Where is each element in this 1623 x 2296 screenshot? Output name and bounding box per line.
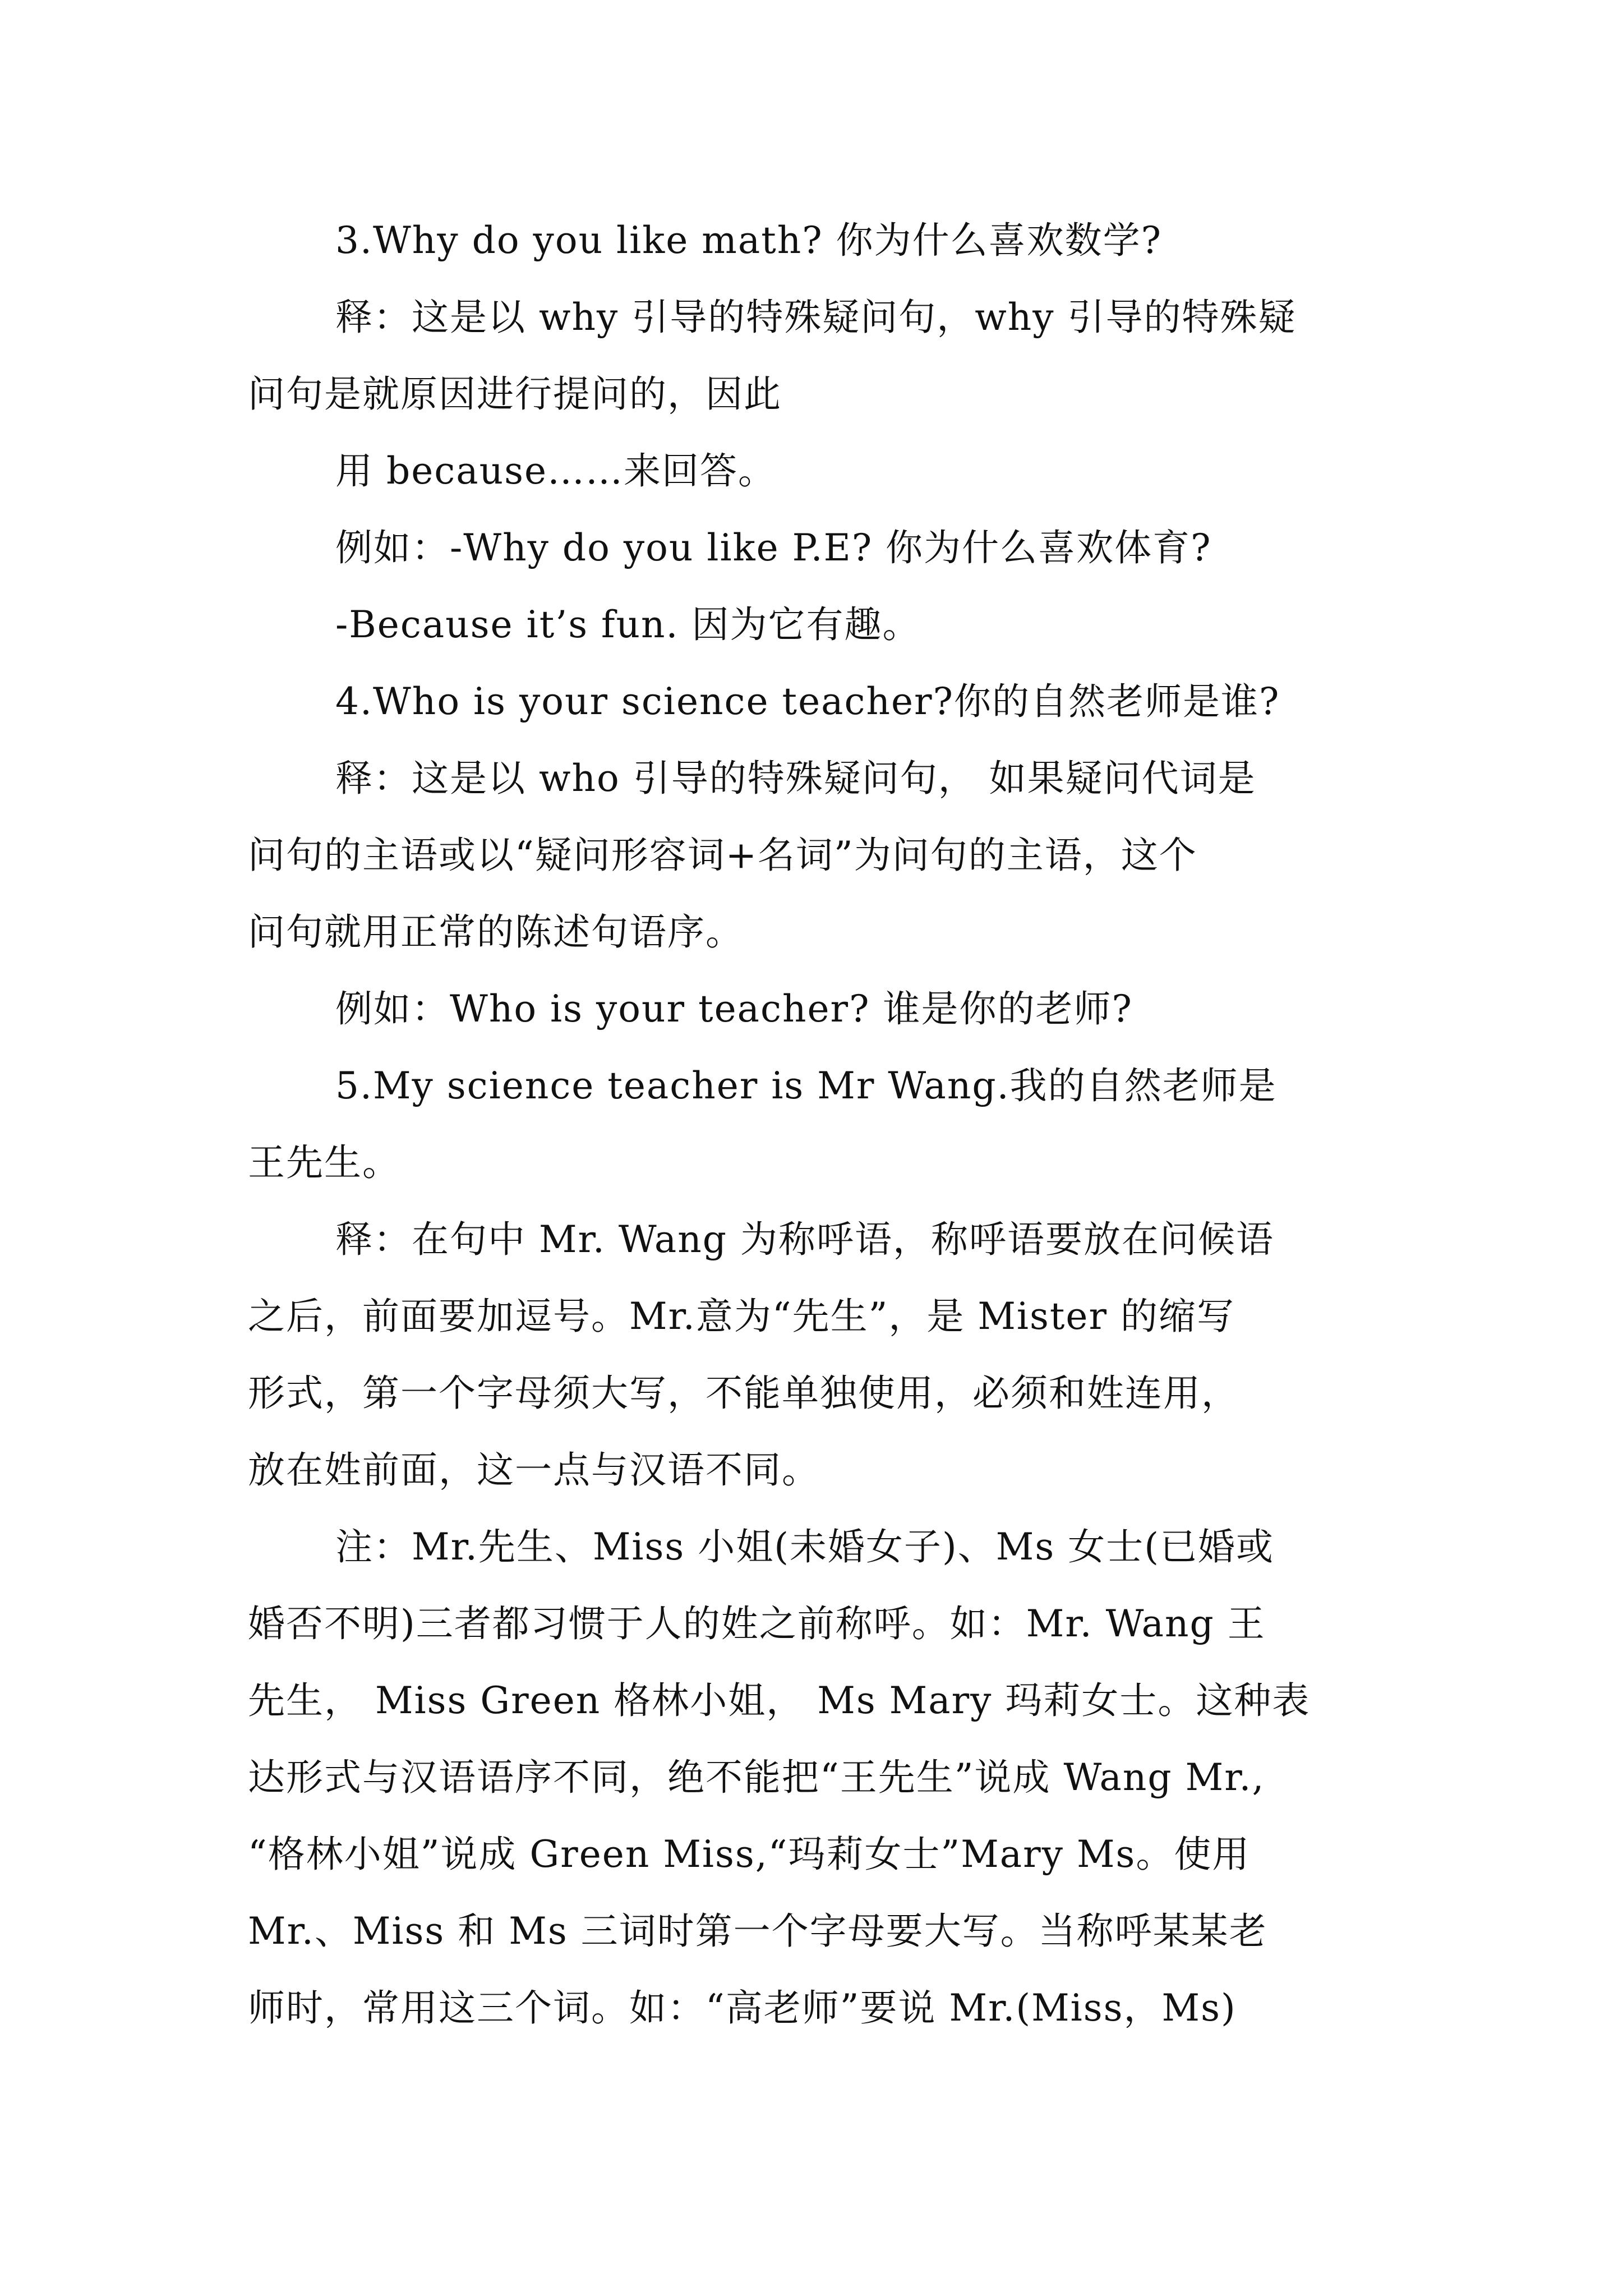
text-line: 先生， Miss Green 格林小姐， Ms Mary 玛莉女士。这种表 <box>248 1679 1311 1722</box>
text-line: “格林小姐”说成 Green Miss,“玛莉女士”Mary Ms。使用 <box>248 1833 1251 1876</box>
text-line: 4.Who is your science teacher?你的自然老师是谁? <box>335 680 1280 723</box>
text-line: -Because it’s fun. 因为它有趣。 <box>335 603 921 646</box>
text-line: 之后，前面要加逗号。Mr.意为“先生”，是 Mister 的缩写 <box>248 1295 1235 1338</box>
text-line: 达形式与汉语语序不同，绝不能把“王先生”说成 Wang Mr., <box>248 1756 1265 1799</box>
text-line: Mr.、Miss 和 Ms 三词时第一个字母要大写。当称呼某某老 <box>248 1910 1267 1953</box>
text-line: 问句就用正常的陈述句语序。 <box>248 910 744 954</box>
text-line: 注：Mr.先生、Miss 小姐(未婚女子)、Ms 女士(已婚或 <box>335 1525 1274 1568</box>
text-line: 王先生。 <box>248 1141 400 1184</box>
text-line: 5.My science teacher is Mr Wang.我的自然老师是 <box>335 1064 1277 1107</box>
text-line: 释：这是以 why 引导的特殊疑问句，why 引导的特殊疑 <box>335 296 1297 339</box>
text-line: 3.Why do you like math? 你为什么喜欢数学? <box>335 219 1163 262</box>
document-body <box>248 202 1386 2046</box>
text-line: 例如：-Why do you like P.E? 你为什么喜欢体育? <box>335 526 1212 569</box>
text-line: 婚否不明)三者都习惯于人的姓之前称呼。如：Mr. Wang 王 <box>248 1602 1266 1645</box>
text-line: 师时，常用这三个词。如：“高老师”要说 Mr.(Miss，Ms) <box>248 1986 1237 2030</box>
text-line: 例如：Who is your teacher? 谁是你的老师? <box>335 987 1133 1030</box>
text-line: 用 because……来回答。 <box>335 449 777 493</box>
text-line: 放在姓前面，这一点与汉语不同。 <box>248 1448 820 1492</box>
text-line: 释：这是以 who 引导的特殊疑问句， 如果疑问代词是 <box>335 757 1256 800</box>
text-line: 问句的主语或以“疑问形容词+名词”为问句的主语，这个 <box>248 834 1197 877</box>
text-line: 释：在句中 Mr. Wang 为称呼语，称呼语要放在问候语 <box>335 1218 1275 1261</box>
text-line: 形式，第一个字母须大写，不能单独使用，必须和姓连用， <box>248 1372 1239 1415</box>
text-line: 问句是就原因进行提问的，因此 <box>248 372 782 416</box>
